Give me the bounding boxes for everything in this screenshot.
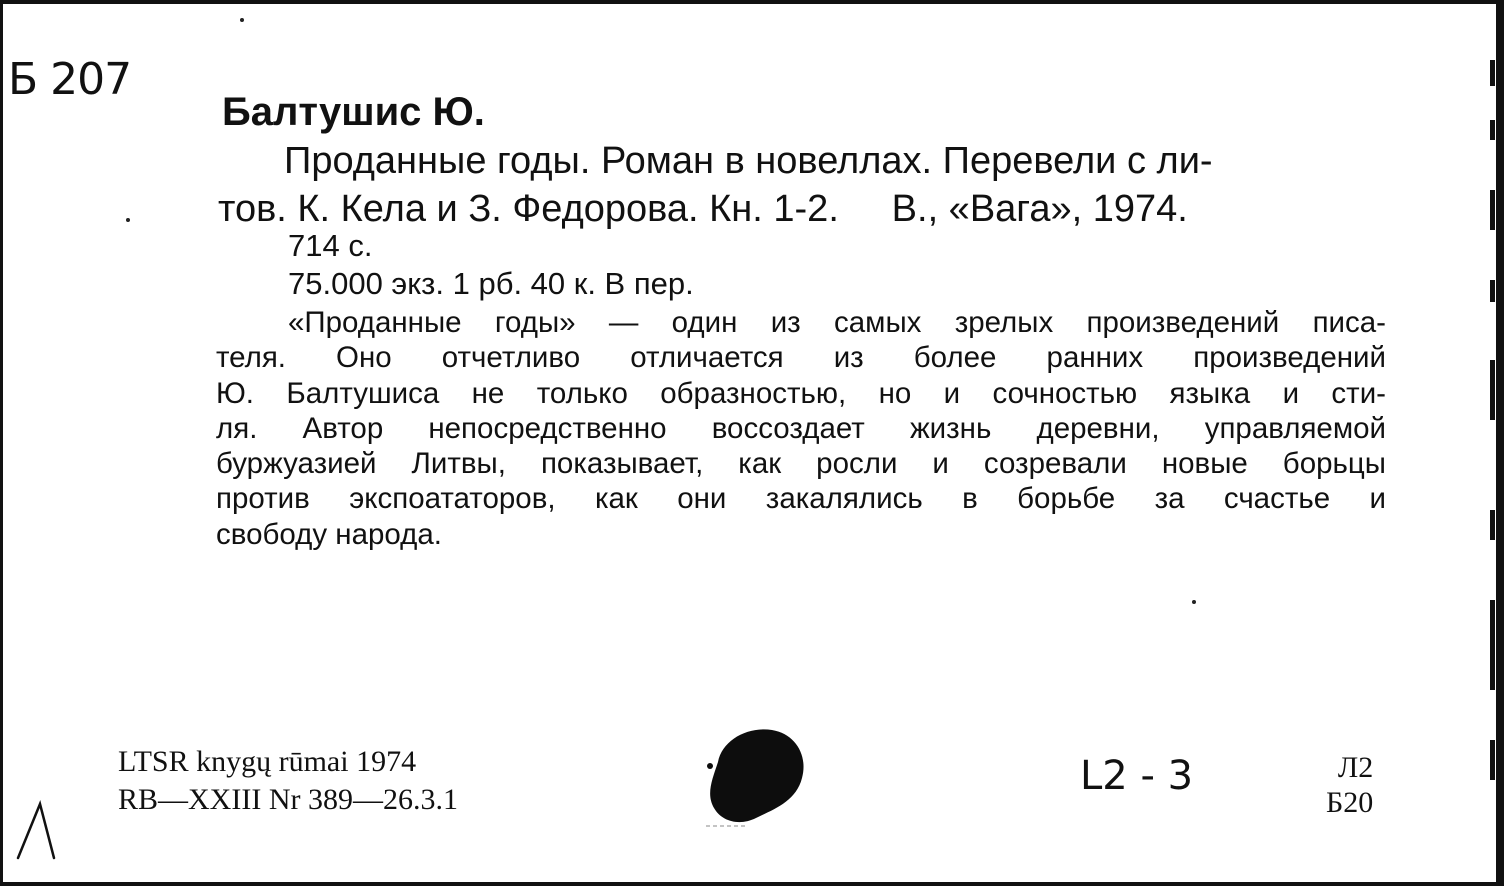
shelf-mark-line-1: Л2 bbox=[1337, 751, 1374, 784]
card-border-top bbox=[0, 0, 1504, 4]
author-name: Балтушис Ю. bbox=[222, 90, 485, 134]
card-border-bottom bbox=[0, 882, 1504, 886]
handwritten-code: L2 - 3 bbox=[1080, 753, 1194, 799]
edition-info: 75.000 экз. 1 рб. 40 к. В пер. bbox=[288, 266, 694, 301]
smudge-mark bbox=[706, 824, 746, 828]
annotation-line: против экспоататоров, как они закалялись в борьбе за счастье и bbox=[216, 482, 1386, 516]
handwritten-initial-mark bbox=[14, 800, 60, 862]
ink-blot bbox=[700, 722, 810, 832]
title-line-1: Проданные годы. Роман в новеллах. Перевели с ли- bbox=[284, 140, 1213, 182]
annotation-line: Ю. Балтушиса не только образностью, но и сочностью языка и сти- bbox=[216, 376, 1386, 410]
annotation-line: свободу народа. bbox=[216, 517, 442, 551]
speck bbox=[126, 218, 130, 222]
speck bbox=[1192, 600, 1196, 604]
title-line-2: тов. К. Кела и З. Федорова. Кн. 1-2. В., «Вага», 1974. bbox=[218, 188, 1188, 230]
card-border-left bbox=[0, 0, 3, 886]
call-number: Б 207 bbox=[8, 54, 132, 105]
shelf-mark-line-2: Б20 bbox=[1326, 786, 1374, 819]
annotation-line: ля. Автор непосредственно воссоздает жизнь деревни, управляемой bbox=[216, 411, 1386, 445]
card-edge-marks bbox=[1486, 40, 1498, 860]
page-count: 714 с. bbox=[288, 228, 373, 263]
annotation-line: буржуазией Литвы, показывает, как росли и созревали новые борьцы bbox=[216, 447, 1386, 481]
annotation-line: теля. Оно отчетливо отличается из более ранних произведений bbox=[216, 341, 1386, 375]
speck bbox=[240, 18, 244, 22]
annotation bbox=[216, 305, 1386, 552]
annotation-line: «Проданные годы» — один из самых зрелых произведений писа- bbox=[288, 306, 1386, 339]
publisher-line-1: LTSR knygų rūmai 1974 bbox=[118, 745, 417, 778]
publisher-line-2: RB—XXIII Nr 389—26.3.1 bbox=[118, 783, 458, 816]
shelf-mark bbox=[1326, 750, 1373, 820]
